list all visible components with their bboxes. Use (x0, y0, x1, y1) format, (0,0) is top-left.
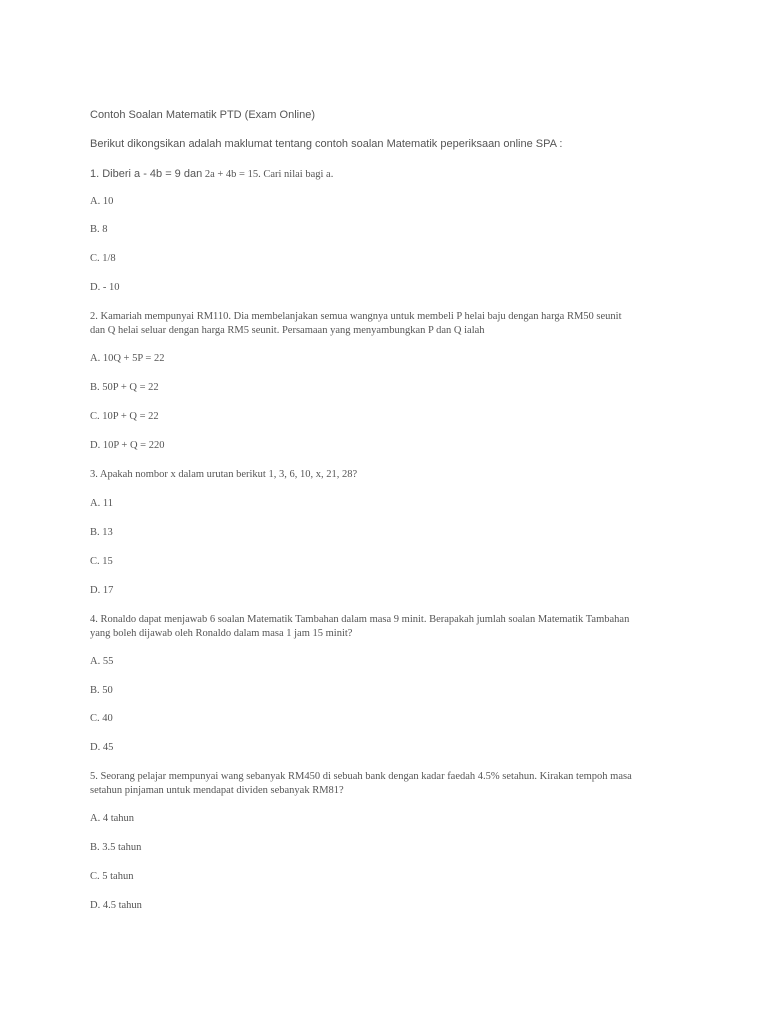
question-3: 3. Apakah nombor x dalam urutan berikut 1, 3, 6, 10, x, 21, 28? (90, 469, 358, 480)
q4-option-d: D. 45 (90, 742, 114, 753)
q1-option-b: B. 8 (90, 224, 108, 235)
question-5-line-2: setahun pinjaman untuk mendapat dividen sebanyak RM81? (90, 785, 344, 796)
q3-option-b: B. 13 (90, 527, 113, 538)
q1-option-c: C. 1/8 (90, 253, 116, 264)
question-1-rest: 2a + 4b = 15. Cari nilai bagi a. (202, 169, 334, 180)
q3-option-d: D. 17 (90, 585, 114, 596)
q2-option-d: D. 10P + Q = 220 (90, 440, 165, 451)
question-1-prefix: 1. Diberi a - 4b = 9 dan (90, 168, 203, 180)
q1-option-d: D. - 10 (90, 282, 120, 293)
q2-option-b: B. 50P + Q = 22 (90, 382, 159, 393)
q5-option-a: A. 4 tahun (90, 813, 135, 824)
q3-option-c: C. 15 (90, 556, 113, 567)
q4-option-a: A. 55 (90, 656, 114, 667)
question-4-line-1: 4. Ronaldo dapat menjawab 6 soalan Matematik Tambahan dalam masa 9 minit. Berapakah jumlah soalan Matematik Tambahan (90, 614, 630, 625)
question-5-line-1: 5. Seorang pelajar mempunyai wang sebanyak RM450 di sebuah bank dengan kadar faedah 4.5% setahun. Kirakan tempoh masa (90, 771, 632, 782)
intro-text: Berikut dikongsikan adalah maklumat tentang contoh soalan Matematik peperiksaan online SPA : (90, 138, 563, 150)
question-1 (90, 166, 333, 182)
q4-option-c: C. 40 (90, 713, 113, 724)
question-2-line-1: 2. Kamariah mempunyai RM110. Dia membelanjakan semua wangnya untuk membeli P helai baju dengan harga RM50 seunit (90, 311, 622, 322)
question-2-line-2: dan Q helai seluar dengan harga RM5 seunit. Persamaan yang menyambungkan P dan Q ialah (90, 325, 485, 336)
q1-option-a: A. 10 (90, 196, 114, 207)
q5-option-d: D. 4.5 tahun (90, 900, 142, 911)
q4-option-b: B. 50 (90, 685, 113, 696)
q5-option-b: B. 3.5 tahun (90, 842, 142, 853)
question-4-line-2: yang boleh dijawab oleh Ronaldo dalam masa 1 jam 15 minit? (90, 628, 353, 639)
q5-option-c: C. 5 tahun (90, 871, 134, 882)
q2-option-a: A. 10Q + 5P = 22 (90, 353, 165, 364)
q2-option-c: C. 10P + Q = 22 (90, 411, 159, 422)
q3-option-a: A. 11 (90, 498, 113, 509)
page-title: Contoh Soalan Matematik PTD (Exam Online) (90, 109, 315, 121)
